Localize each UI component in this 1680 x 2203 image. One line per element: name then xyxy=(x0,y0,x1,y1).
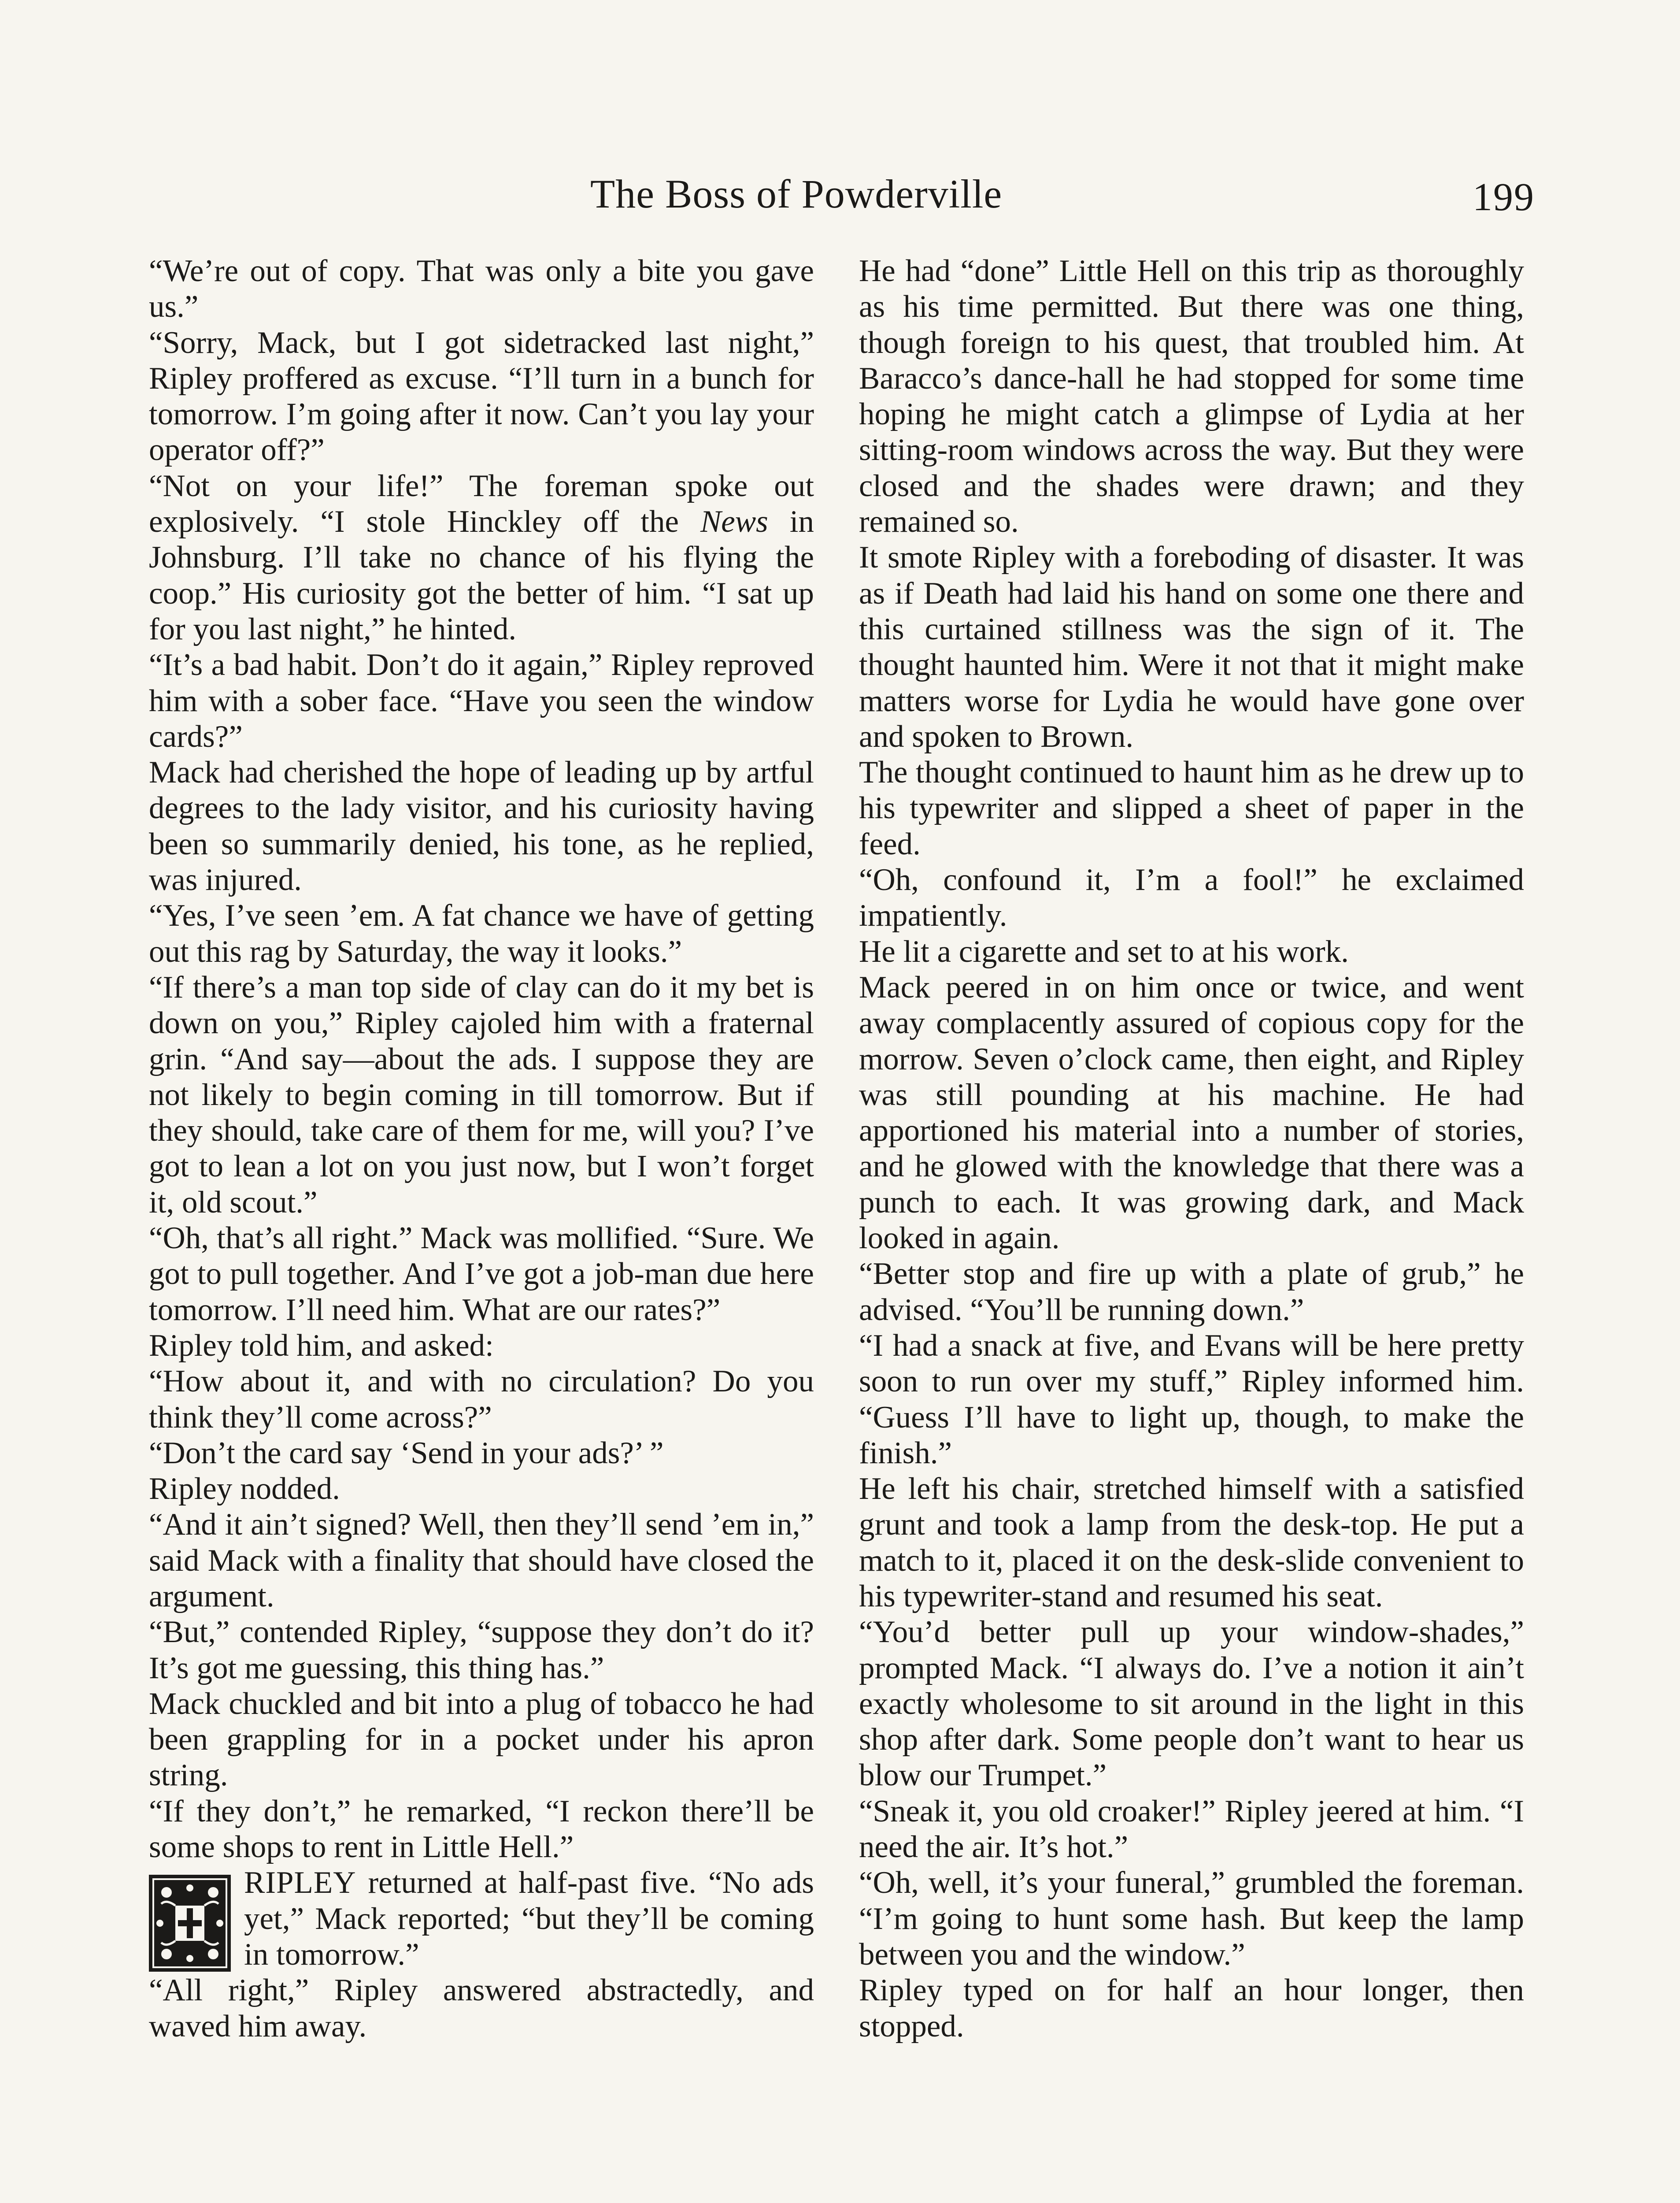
paragraph: “All right,” Ripley answered abstractedly, and waved him away. xyxy=(149,1973,814,2044)
paragraph: Mack peered in on him once or twice, and went away complacently assured of copious copy for the morrow. Seven o’clock came, then eight, and Ripley was still pounding at his machine. He had apportioned his material into a number of stories, and he glowed with the knowledge that there was a punch to each. It was growing dark, and Mack looked in again. xyxy=(859,970,1524,1256)
paragraph: “Oh, that’s all right.” Mack was mollified. “Sure. We got to pull together. And I’ve got a job-man due here tomorrow. I’ll need him. What are our rates?” xyxy=(149,1221,814,1327)
paragraph: The thought continued to haunt him as he drew up to his typewriter and slipped a sheet of paper in the feed. xyxy=(859,755,1524,861)
paragraph: Ripley typed on for half an hour longer, then stopped. xyxy=(859,1973,1524,2044)
paragraph-text: returned at half-past five. “No ads yet,” Mack reported; “but they’ll be coming in tomorrow.” xyxy=(244,1866,814,1972)
paragraph: Ripley told him, and asked: xyxy=(149,1328,494,1363)
paragraph: He left his chair, stretched himself with a satisfied grunt and took a lamp from the desk-top. He put a match to it, placed it on the desk-slide convenient to his typewriter-stand and resumed his seat. xyxy=(859,1472,1524,1613)
paragraph: “Don’t the card say ‘Send in your ads?’ ” xyxy=(149,1435,664,1470)
paragraph: It smote Ripley with a foreboding of disaster. It was as if Death had laid his hand on some one there and this curtained stillness was the sign of it. The thought haunted him. Were it not that it might make matters worse for Lydia he would have gone over and spoken to Brown. xyxy=(859,540,1524,754)
ornamental-initial-cross-icon xyxy=(149,1875,231,1972)
paragraph: “Sneak it, you old croaker!” Ripley jeered at him. “I need the air. It’s hot.” xyxy=(859,1794,1524,1865)
paragraph: “If they don’t,” he remarked, “I reckon there’ll be some shops to rent in Little Hell.” xyxy=(149,1794,814,1865)
paragraph: “But,” contended Ripley, “suppose they don’t do it? It’s got me guessing, this thing has.” xyxy=(149,1615,814,1685)
paragraph: Ripley nodded. xyxy=(149,1472,340,1506)
paragraph: He had “done” Little Hell on this trip as thoroughly as his time permitted. But there was one thing, though foreign to his quest, that troubled him. At Baracco’s dance-hall he had stopped for some time hoping he might catch a glimpse of Lydia at her sitting-room windows across the way. But they were closed and the shades were drawn; and they remained so. xyxy=(859,254,1524,539)
paragraph: “Oh, confound it, I’m a fool!” he exclaimed impatiently. xyxy=(859,863,1524,933)
page-header xyxy=(0,167,1680,220)
paragraph-text: “Not on your life!” The foreman spoke out explosively. “I stole Hinckley off the xyxy=(149,468,814,539)
paragraph: “You’d better pull up your window-shades,” prompted Mack. “I always do. I’ve a notion it ain’t exactly wholesome to sit around in the light in this shop after dark. Some people don’t want to hear us blow our Trumpet.” xyxy=(859,1615,1524,1793)
paragraph: Mack had cherished the hope of leading up by artful degrees to the lady visitor, and his curiosity having been so summarily denied, his tone, as he replied, was injured. xyxy=(149,755,814,898)
paragraph: Mack chuckled and bit into a plug of tobacco he had been grappling for in a pocket under his apron string. xyxy=(149,1686,814,1793)
left-column xyxy=(149,253,814,2203)
section-opening xyxy=(149,1865,814,1973)
paragraph-text: in Johnsburg. I’ll take no chance of his flying the coop.” His curiosity got the better of him. “I sat up for you last night,” he hinted. xyxy=(149,504,814,646)
paragraph xyxy=(149,1865,814,1973)
paragraph: “If there’s a man top side of clay can do it my bet is down on you,” Ripley cajoled him with a fraternal grin. “And say—about the ads. I suppose they are not likely to begin coming in till tomorrow. But if they should, take care of them for me, will you? I’ve got to lean a lot on you just now, but I won’t forget it, old scout.” xyxy=(149,970,814,1220)
paragraph: “It’s a bad habit. Don’t do it again,” Ripley reproved him with a sober face. “Have you seen the window cards?” xyxy=(149,648,814,754)
page-number: 199 xyxy=(1473,175,1535,219)
paragraph: “Oh, well, it’s your funeral,” grumbled the foreman. “I’m going to hunt some hash. But keep the lamp between you and the window.” xyxy=(859,1866,1524,1972)
paragraph: He lit a cigarette and set to at his work. xyxy=(859,934,1349,969)
paragraph: “And it ain’t signed? Well, then they’ll send ’em in,” said Mack with a finality that should have closed the argument. xyxy=(149,1507,814,1613)
paragraph: “I had a snack at five, and Evans will be here pretty soon to run over my stuff,” Ripley informed him. “Guess I’ll have to light up, though, to make the finish.” xyxy=(859,1328,1524,1470)
running-title: The Boss of Powderville xyxy=(590,171,1003,216)
paragraph xyxy=(149,468,814,647)
newspaper-name: News xyxy=(700,504,768,539)
paragraph: “Sorry, Mack, but I got sidetracked last night,” Ripley proffered as excuse. “I’ll turn in a bunch for tomorrow. I’m going after it now. Can’t you lay your operator off?” xyxy=(149,325,814,467)
section-lead-word: RIPLEY xyxy=(244,1866,356,1900)
paragraph: “How about it, and with no circulation? Do you think they’ll come across?” xyxy=(149,1364,814,1435)
paragraph: “We’re out of copy. That was only a bite you gave us.” xyxy=(149,254,814,324)
paragraph: “Better stop and fire up with a plate of grub,” he advised. “You’ll be running down.” xyxy=(859,1257,1524,1327)
right-column xyxy=(859,253,1524,2203)
paragraph: “Yes, I’ve seen ’em. A fat chance we have of getting out this rag by Saturday, the way it looks.” xyxy=(149,898,814,969)
